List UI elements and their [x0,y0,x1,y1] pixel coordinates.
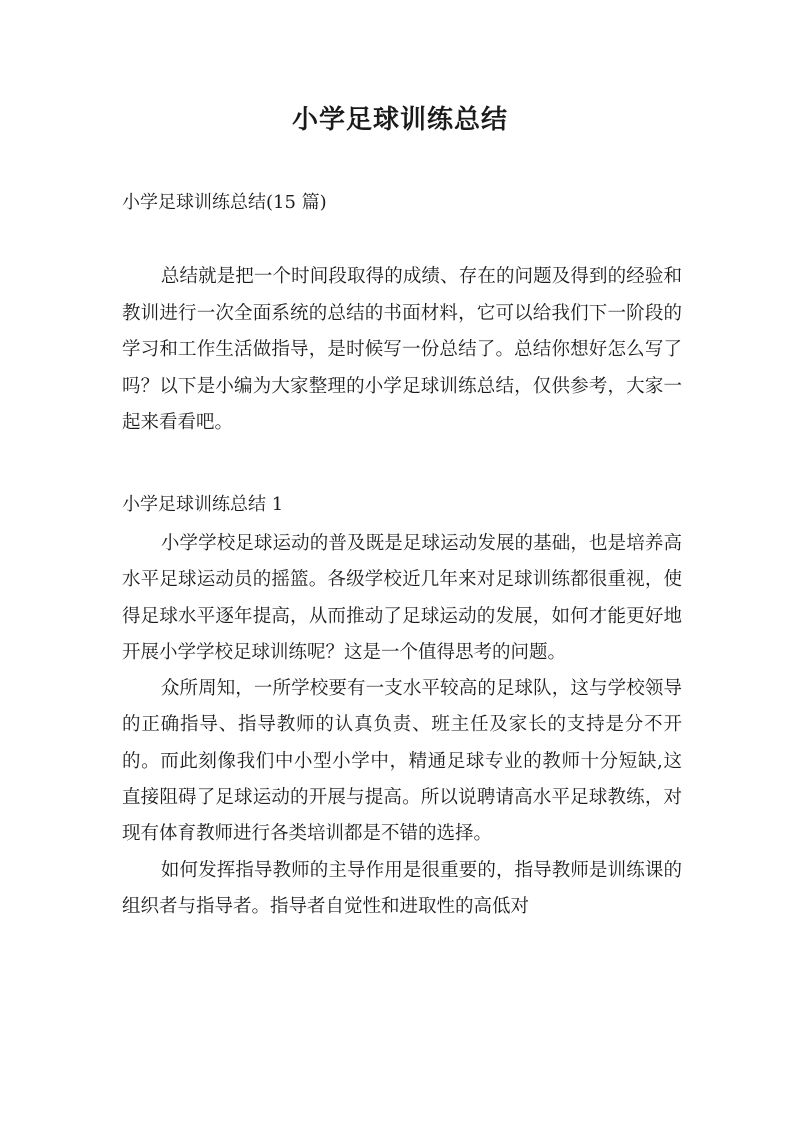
section-body [122,526,682,925]
body-paragraph: 众所周知，一所学校要有一支水平较高的足球队，这与学校领导的正确指导、指导教师的认真负责、班主任及家长的支持是分不开的。而此刻像我们中小型小学中，精通足球专业的教师十分短缺,这直接阻碍了足球运动的开展与提高。所以说聘请高水平足球教练，对现有体育教师进行各类培训都是不错的选择。 [122,678,682,845]
body-paragraph: 小学学校足球运动的普及既是足球运动发展的基础，也是培养高水平足球运动员的摇篮。各级学校近几年来对足球训练都很重视，使得足球水平逐年提高，从而推动了足球运动的发展，如何才能更好地开展小学学校足球训练呢？这是一个值得思考的问题。 [122,533,682,663]
body-paragraph: 如何发挥指导教师的主导作用是很重要的，指导教师是训练课的组织者与指导者。指导者自觉性和进取性的高低对 [122,859,682,917]
document-title: 小学足球训练总结 [291,105,508,135]
document-subtitle: 小学足球训练总结(15 篇) [122,192,327,213]
section-heading: 小学足球训练总结 1 [122,494,284,515]
intro-paragraph: 总结就是把一个时间段取得的成绩、存在的问题及得到的经验和教训进行一次全面系统的总结的书面材料，它可以给我们下一阶段的学习和工作生活做指导，是时候写一份总结了。总结你想好怎么写了吗？以下是小编为大家整理的小学足球训练总结，仅供参考，大家一起来看看吧。 [122,266,682,433]
